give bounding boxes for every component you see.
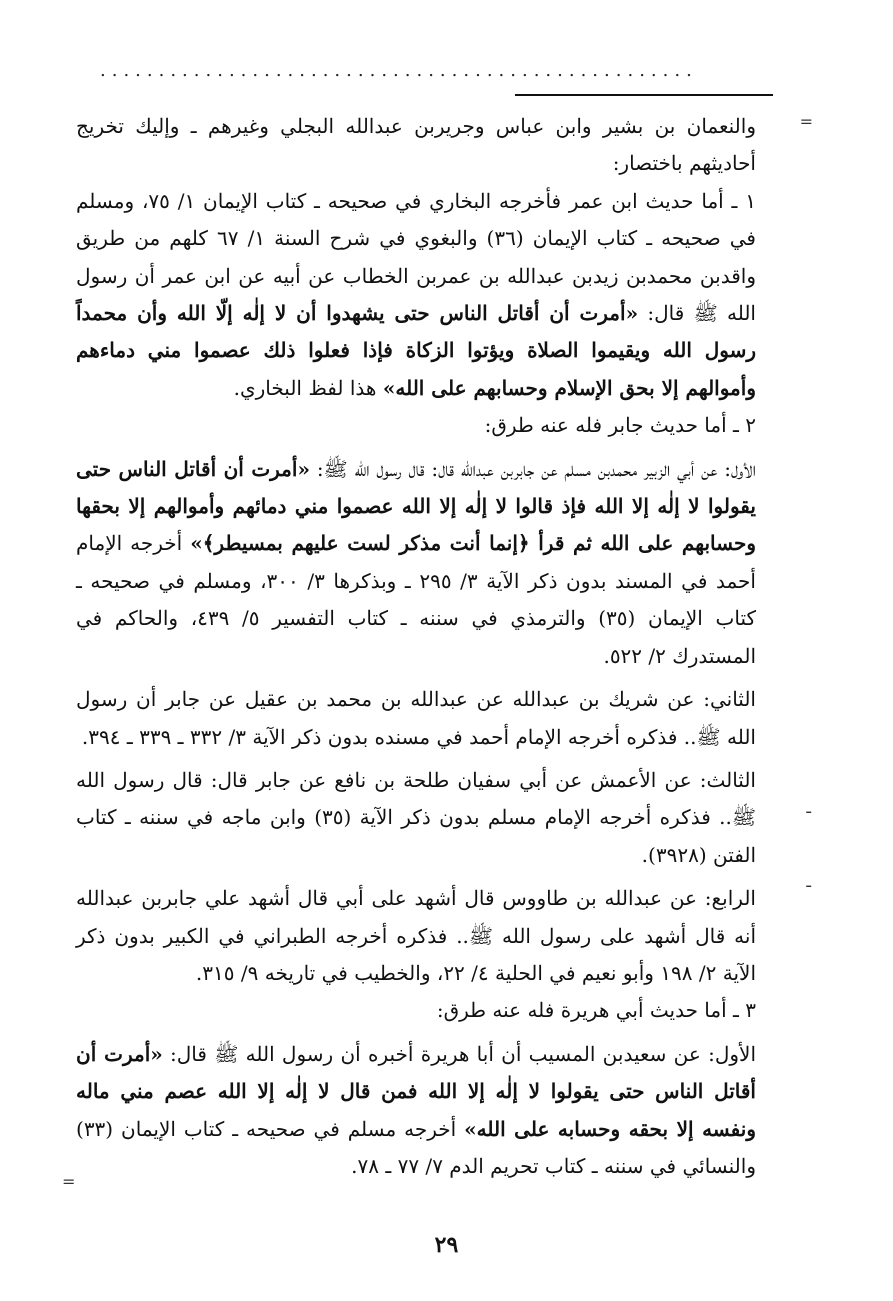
paragraph (76, 762, 756, 874)
paragraph (76, 1036, 756, 1186)
page-number: ٢٩ (434, 1232, 459, 1258)
hadith-quote: «أمرت أن أقاتل الناس حتى يقولوا لا إلٰه إلا الله فمن قال لا إلٰه إلا الله عصم مني ماله ونفسه إلا بحقه وحسابه على الله» (76, 1041, 756, 1141)
paragraph-text: ١ ـ أما حديث ابن عمر فأخرجه البخاري في صحيحه ـ كتاب الإيمان ١/ ٧٥، ومسلم في صحيحه ـ كتاب الإيمان (٣٦) والبغوي في شرح السنة ١/ ٦٧ كلهم من طريق واقدبن محمدبن زيدبن عبدالله بن عمربن الخطاب عن أبيه عن ابن عمر أن رسول الله ﷺ قال: (76, 188, 756, 326)
paragraph (76, 681, 756, 756)
paragraph (76, 880, 756, 992)
paragraph (76, 992, 756, 1029)
paragraph-text: هذا لفظ البخاري. (233, 375, 383, 400)
paragraph-text: الأول: عن سعيدبن المسيب أن أبا هريرة أخبره أن رسول الله ﷺ قال: (162, 1041, 756, 1066)
margin-mark-bottom: = (62, 1172, 76, 1191)
paragraph-text: الثاني: عن شريك بن عبدالله عن عبدالله بن محمد بن عقيل عن جابر أن رسول الله ﷺ.. فذكره أخرجه الإمام أحمد في مسنده بدون ذكر الآية ٣/ ٣٣٢ ـ ٣٣٩ ـ ٣٩٤. (76, 687, 756, 749)
paragraph-text: ٣ ـ أما حديث أبي هريرة فله عنه طرق: (436, 998, 756, 1023)
paragraph-text: أخرجه الإمام أحمد في المسند بدون ذكر الآية ٣/ ٢٩٥ ـ وبذكرها ٣/ ٣٠٠، ومسلم في صحيحه ـ كتاب الإيمان (٣٥) والترمذي في سننه ـ كتاب التفسير ٥/ ٤٣٩، والحاكم في المستدرك ٢/ ٥٢٢. (76, 531, 757, 668)
paragraph-text: والنعمان بن بشير وابن عباس وجريربن عبدالله البجلي وغيرهم ـ وإليك تخريج أحاديثهم باختصار: (76, 114, 756, 176)
paragraph-text: الثالث: عن الأعمش عن أبي سفيان طلحة بن نافع عن جابر قال: قال رسول الله ﷺ.. فذكره أخرجه الإمام مسلم بدون ذكر الآية (٣٥) وابن ماجه في سننه ـ كتاب الفتن (٣٩٢٨). (76, 767, 756, 867)
paragraph-text: أخرجه مسلم في صحيحه ـ كتاب الإيمان (٣٣) والنسائي في سننه ـ كتاب تحريم الدم ٧/ ٧٧ ـ ٧٨. (76, 1116, 756, 1178)
paragraph-text: الأول: عن أبي الزبير محمدبن مسلم عن جابربن عبدالله قال: قال رسول الله ﷺ: (309, 456, 756, 481)
hadith-quote: «أمرت أن أقاتل الناس حتى يشهدوا أن لا إلٰه إلّا الله وأن محمداً رسول الله ويقيموا الصلاة ويؤتوا الزكاة فإذا فعلوا ذلك عصموا مني دماءهم وأموالهم إلا بحق الإسلام وحسابهم على الله» (76, 301, 756, 400)
paragraph-text: ٢ ـ أما حديث جابر فله عنه طرق: (484, 413, 756, 438)
margin-mark-mid2: ـ (806, 872, 811, 891)
hadith-quote: «أمرت أن أقاتل الناس حتى يقولوا لا إلٰه إلا الله فإذ قالوا لا إلٰه إلا الله عصموا مني دمائهم وأموالهم إلا بحقها وحسابهم على الله ثم قرأ ﴿إنما أنت مذكر لست عليهم بمسيطر﴾» (76, 456, 756, 556)
margin-mark-mid1: ـ (806, 798, 811, 817)
paragraph (76, 183, 756, 407)
page-body-text (76, 108, 756, 1208)
header-rule (515, 94, 773, 96)
paragraph-text: الرابع: عن عبدالله بن طاووس قال أشهد على أبي قال أشهد علي جابربن عبدالله أنه قال أشهد على رسول الله ﷺ.. فذكره أخرجه الطبراني في الكبير بدون ذكر الآية ٢/ ١٩٨ وأبو نعيم في الحلية ٤/ ٢٢، والخطيب في تاريخه ٩/ ٣١٥. (76, 886, 756, 985)
paragraph (76, 108, 756, 183)
paragraph (76, 451, 756, 675)
header-dotted-line: ................................................... (100, 60, 698, 81)
paragraph (76, 407, 756, 444)
margin-mark-top: = (799, 112, 813, 131)
